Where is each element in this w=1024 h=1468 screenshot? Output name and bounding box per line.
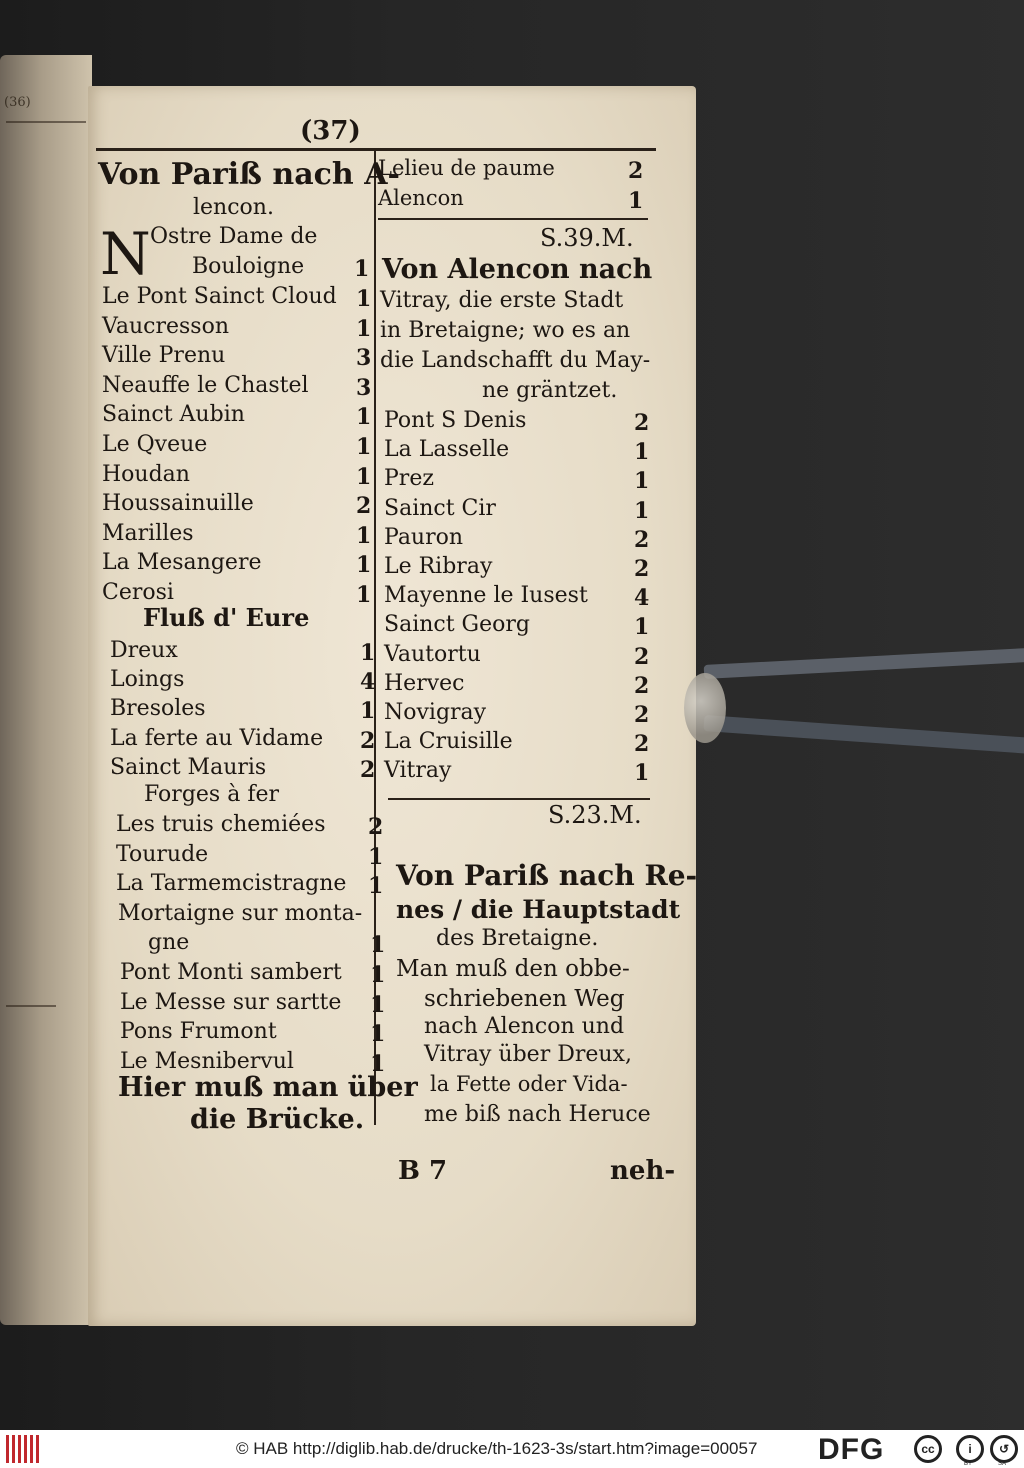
rennes-heading-line: des Bretaigne. bbox=[436, 926, 599, 951]
signature-mark: B 7 bbox=[398, 1156, 448, 1186]
entry-place: Prez bbox=[384, 466, 434, 492]
left-entry-number: 1 bbox=[354, 256, 370, 282]
entry-number: 2 bbox=[356, 493, 372, 520]
facing-page-edge bbox=[0, 55, 92, 1325]
entry-place: Sainct Mauris bbox=[110, 754, 267, 780]
entry-place: Sainct Georg bbox=[384, 612, 530, 638]
paragraph-line: Vitray über Dreux, bbox=[424, 1042, 632, 1067]
by-label: BY bbox=[964, 1461, 973, 1467]
entry-number: 4 bbox=[360, 669, 376, 696]
entry-number: 3 bbox=[356, 345, 372, 372]
entry-place: Neauffe le Chastel bbox=[102, 372, 309, 398]
route-heading-line: ne gräntzet. bbox=[482, 378, 618, 403]
entry-place: Vautortu bbox=[384, 641, 481, 667]
entry-number: 1 bbox=[368, 873, 384, 899]
header-rule bbox=[96, 148, 656, 151]
entry-place: La ferte au Vidame bbox=[110, 725, 324, 751]
route-heading-line: Vitray, die erste Stadt bbox=[380, 288, 624, 313]
closing-line1: Hier muß man über bbox=[118, 1072, 418, 1103]
entry-number: 1 bbox=[370, 991, 386, 1018]
clip-arm bbox=[703, 715, 1024, 754]
river-note: Fluß d' Eure bbox=[143, 603, 310, 632]
cc-license-icon[interactable]: cc bbox=[914, 1435, 942, 1463]
catchword: neh- bbox=[610, 1156, 676, 1186]
entry-place: Alencon bbox=[378, 186, 464, 210]
entry-number: 1 bbox=[370, 1050, 386, 1077]
entry-number: 1 bbox=[356, 582, 372, 608]
entry-place: La Mesangere bbox=[102, 550, 262, 576]
entry-place: Sainct Cir bbox=[384, 495, 496, 521]
entry-number: 3 bbox=[356, 374, 372, 401]
attribution-icon: i bbox=[956, 1435, 984, 1463]
distance-sum: S.39.M. bbox=[540, 224, 634, 252]
closing-line2: die Brücke. bbox=[190, 1104, 365, 1135]
entry-number: 2 bbox=[634, 702, 650, 728]
entry-number: 2 bbox=[634, 731, 650, 758]
facing-page-rule bbox=[6, 121, 86, 123]
entry-number: 2 bbox=[634, 526, 650, 553]
entry-place: La Tarmemcistragne bbox=[116, 871, 347, 896]
entry-number: 2 bbox=[634, 556, 650, 582]
entry-place: La Lasselle bbox=[384, 437, 510, 463]
distance-sum: S.23.M. bbox=[548, 801, 642, 829]
paragraph-line: me biß nach Heruce bbox=[424, 1102, 651, 1127]
entry-number: 2 bbox=[634, 410, 650, 436]
left-entry-place: Mortaigne sur monta- bbox=[118, 901, 363, 926]
entry-number: 2 bbox=[628, 158, 644, 184]
entry-number: 1 bbox=[356, 404, 372, 431]
paragraph-line: nach Alencon und bbox=[424, 1014, 625, 1039]
entry-number: 1 bbox=[360, 640, 376, 666]
rennes-heading-line: nes / die Hauptstadt bbox=[396, 895, 681, 924]
entry-place: Les truis chemiées bbox=[116, 812, 326, 837]
entry-number: 1 bbox=[370, 1021, 386, 1047]
paragraph-line: schriebenen Weg bbox=[424, 986, 625, 1012]
entry-number: 1 bbox=[356, 463, 372, 490]
entry-place: Hervec bbox=[384, 670, 465, 696]
facing-page-text: (36) bbox=[4, 95, 31, 110]
entry-place: Vaucresson bbox=[102, 313, 230, 339]
entry-place: Cerosi bbox=[102, 580, 174, 605]
entry-place: Vitray bbox=[384, 758, 452, 784]
rennes-heading-line: Von Pariß nach Re- bbox=[396, 859, 698, 892]
page-clip bbox=[684, 655, 1024, 775]
paragraph-line: Man muß den obbe- bbox=[396, 956, 630, 982]
left-heading-line2: lencon. bbox=[193, 195, 274, 220]
right-rule bbox=[378, 218, 648, 220]
paragraph-line: la Fette oder Vida- bbox=[430, 1072, 628, 1096]
entry-place: Le Messe sur sartte bbox=[120, 989, 342, 1015]
entry-place: Mayenne le Iusest bbox=[384, 583, 588, 609]
entry-place: Bresoles bbox=[110, 696, 206, 722]
entry-place: Dreux bbox=[110, 638, 178, 663]
dfg-logo: DFG bbox=[818, 1433, 885, 1466]
left-entry-place: Ostre Dame de bbox=[150, 224, 318, 249]
entry-place: Loings bbox=[110, 667, 185, 693]
entry-number: 1 bbox=[634, 468, 650, 495]
entry-number: 1 bbox=[628, 188, 644, 214]
left-entry-place: Bouloigne bbox=[192, 254, 305, 279]
entry-number: 1 bbox=[356, 286, 372, 312]
entry-place: Pont Monti sambert bbox=[120, 960, 342, 985]
entry-place: Ville Prenu bbox=[102, 343, 226, 369]
entry-place: Marilles bbox=[102, 520, 194, 546]
entry-number: 1 bbox=[356, 552, 372, 579]
entry-place: Novigray bbox=[384, 700, 487, 725]
page-number-header: (37) bbox=[300, 116, 361, 146]
entry-number: 1 bbox=[634, 497, 650, 524]
entry-number: 1 bbox=[634, 614, 650, 641]
hab-logo-icon bbox=[6, 1435, 44, 1463]
forge-note: Forges à fer bbox=[144, 782, 279, 807]
clip-tip bbox=[684, 673, 726, 743]
route-heading-line: in Bretaigne; wo es an bbox=[380, 318, 631, 343]
entry-number: 1 bbox=[356, 522, 372, 549]
entry-place: Lelieu de paume bbox=[378, 156, 555, 180]
share-alike-icon: ↺ bbox=[990, 1435, 1018, 1463]
entry-number: 2 bbox=[634, 672, 650, 699]
entry-place: Pauron bbox=[384, 524, 464, 550]
entry-number: 1 bbox=[368, 843, 384, 870]
left-entry-number: 1 bbox=[370, 932, 386, 958]
entry-number: 2 bbox=[634, 643, 650, 670]
entry-place: Houssainuille bbox=[102, 491, 254, 517]
right-rule bbox=[388, 798, 650, 800]
entry-number: 1 bbox=[634, 760, 650, 787]
entry-number: 1 bbox=[370, 962, 386, 988]
entry-place: Pont S Denis bbox=[384, 408, 527, 433]
left-entry-place: gne bbox=[148, 930, 190, 955]
route-heading-line: die Landschafft du May- bbox=[380, 348, 651, 373]
entry-number: 1 bbox=[356, 434, 372, 460]
viewer-footer bbox=[0, 1430, 1024, 1468]
sa-label: SA bbox=[998, 1461, 1007, 1467]
entry-place: Le Mesnibervul bbox=[120, 1048, 294, 1074]
entry-number: 2 bbox=[360, 727, 376, 754]
entry-place: Pons Frumont bbox=[120, 1019, 277, 1044]
entry-number: 2 bbox=[360, 756, 376, 783]
entry-place: Sainct Aubin bbox=[102, 402, 245, 428]
entry-number: 1 bbox=[634, 439, 650, 466]
entry-number: 1 bbox=[356, 315, 372, 342]
entry-number: 1 bbox=[360, 698, 376, 725]
left-heading-line1: Von Pariß nach A- bbox=[98, 157, 400, 192]
drop-capital: N bbox=[100, 220, 151, 288]
entry-place: Houdan bbox=[102, 461, 190, 487]
entry-number: 4 bbox=[634, 585, 650, 612]
entry-place: Le Qveue bbox=[102, 432, 208, 457]
entry-place: Le Ribray bbox=[384, 554, 493, 579]
facing-page-rule bbox=[6, 1005, 56, 1007]
copyright-credit[interactable]: © HAB http://diglib.hab.de/drucke/th-1623-3s/start.htm?image=00057 bbox=[236, 1439, 758, 1458]
entry-place: Le Pont Sainct Cloud bbox=[102, 284, 337, 309]
route-heading-line: Von Alencon nach bbox=[382, 254, 653, 285]
entry-place: La Cruisille bbox=[384, 729, 513, 755]
entry-place: Tourude bbox=[116, 841, 209, 867]
entry-number: 2 bbox=[368, 814, 384, 840]
